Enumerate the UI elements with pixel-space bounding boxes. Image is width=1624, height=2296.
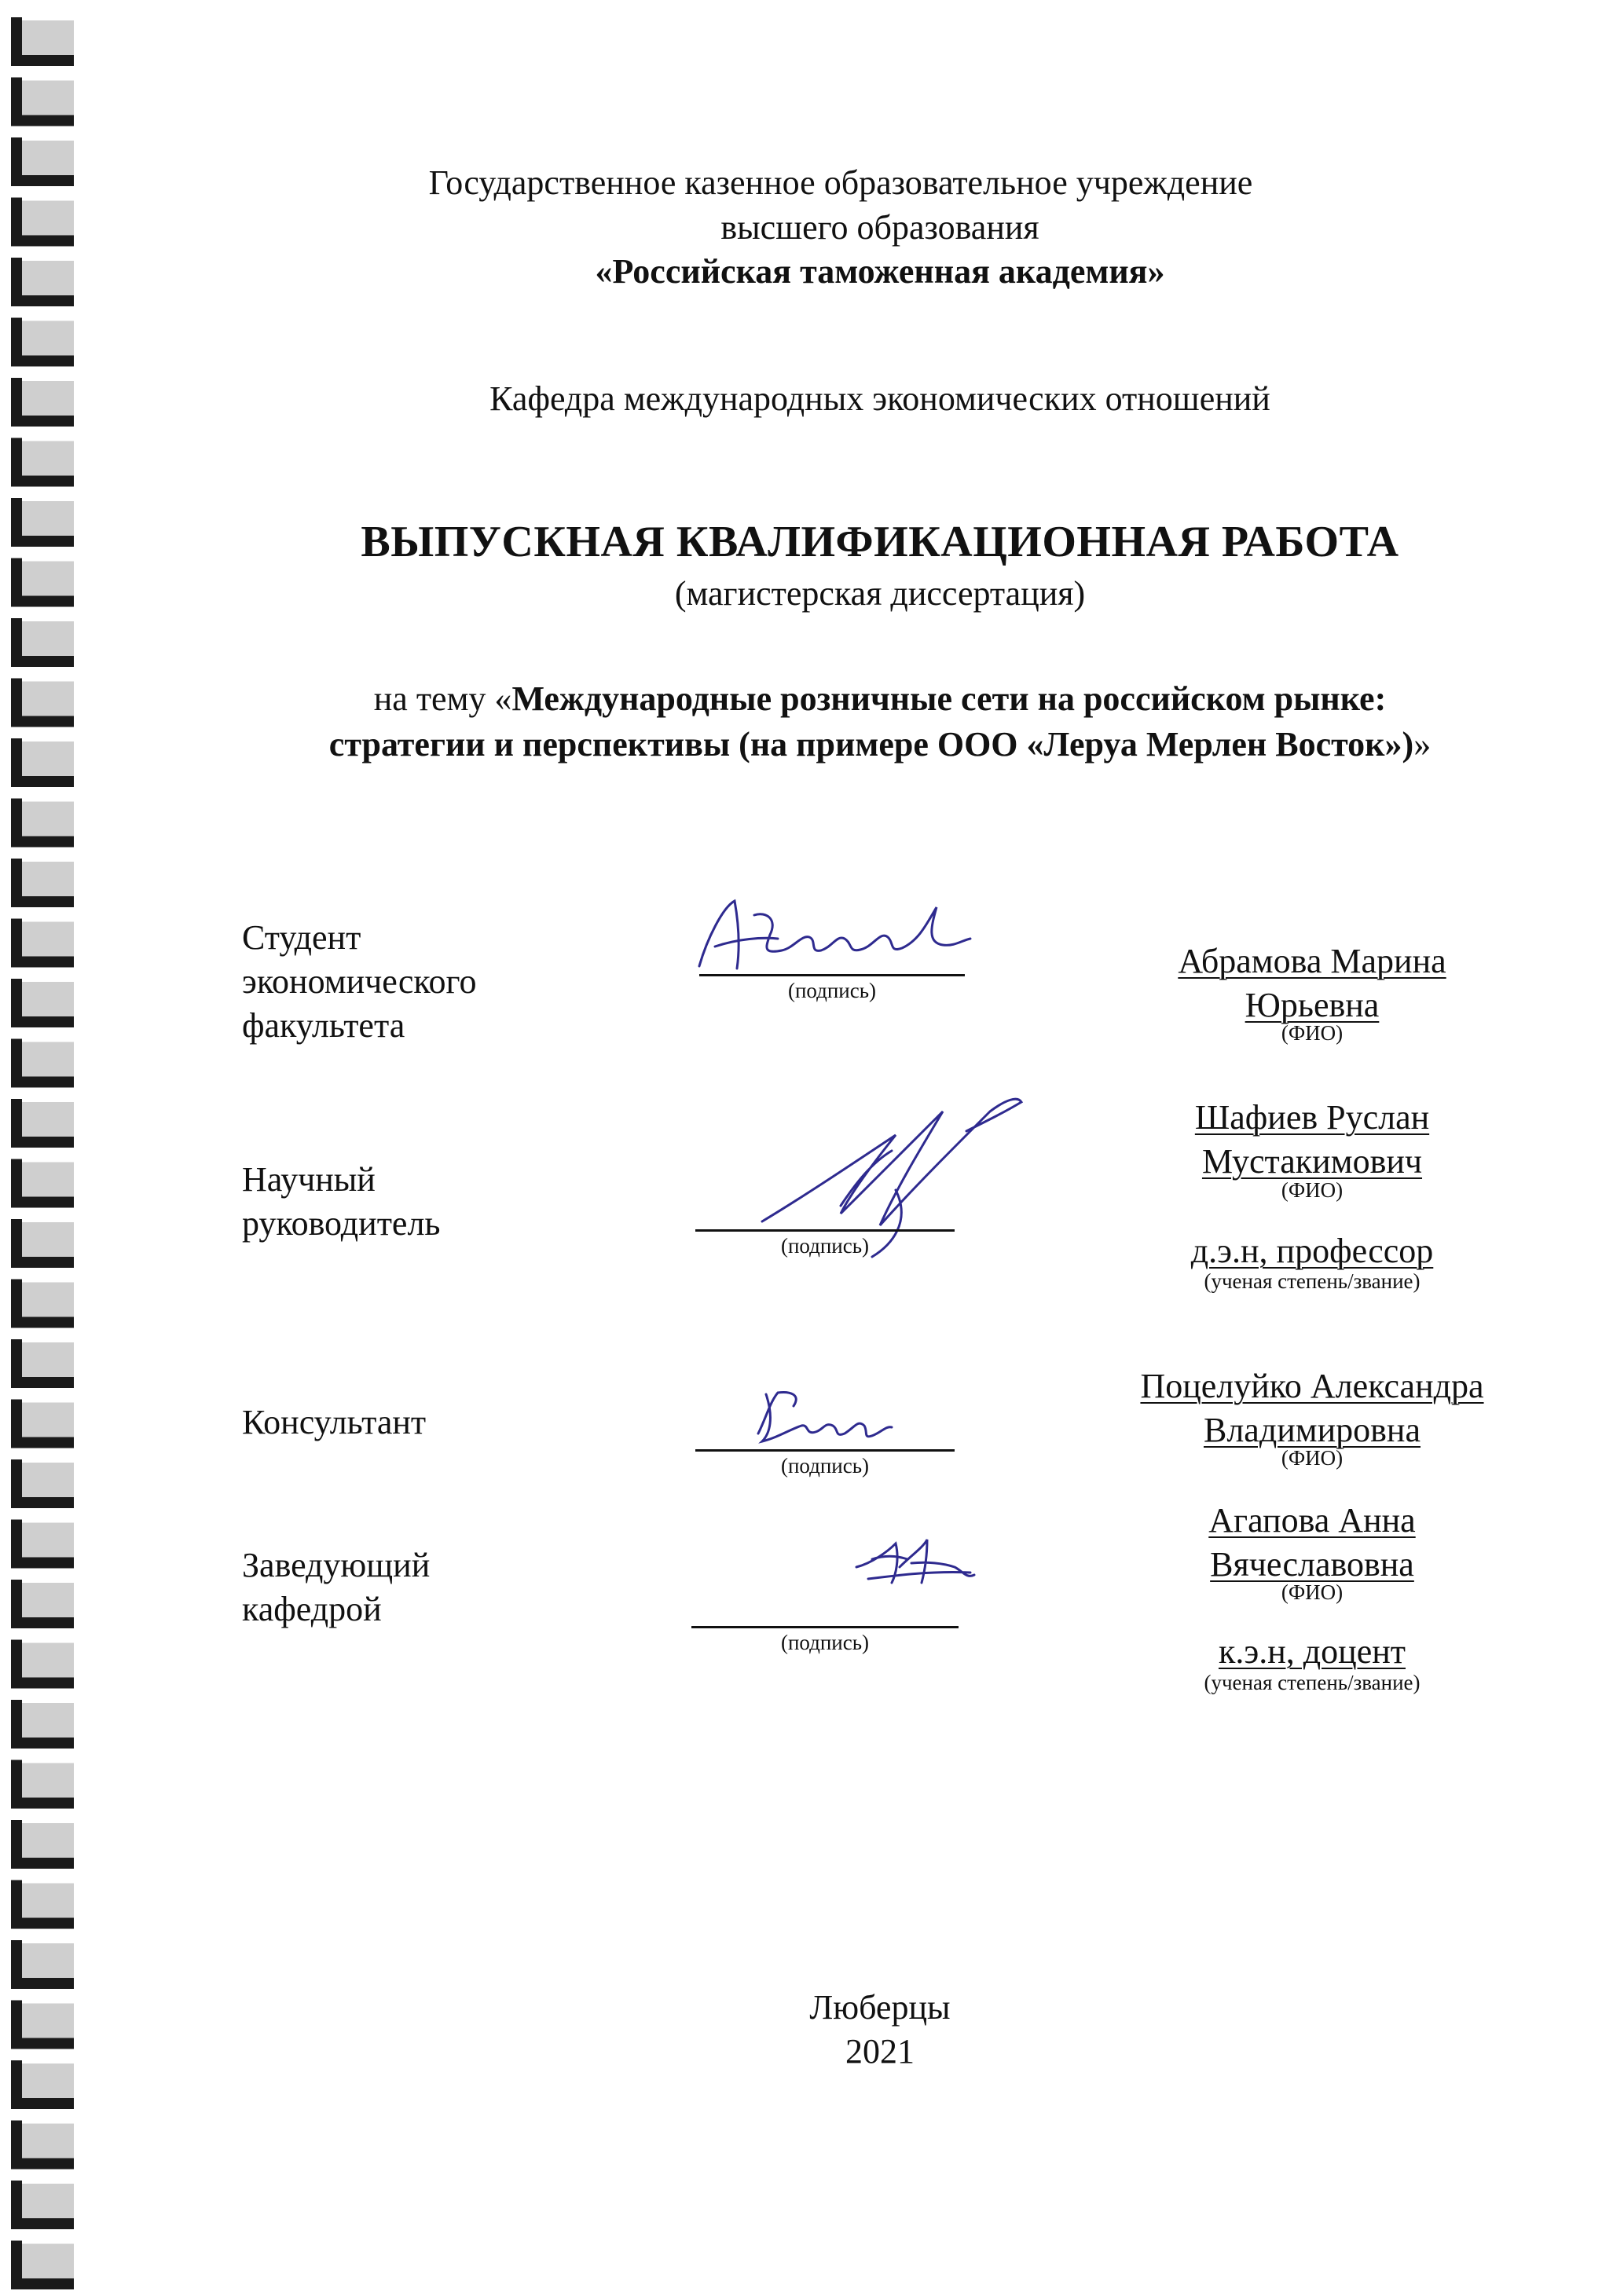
binding-ring bbox=[11, 799, 74, 848]
binding-ring bbox=[11, 1159, 74, 1208]
name-line: Абрамова Марина bbox=[1178, 942, 1446, 980]
binding-ring bbox=[11, 1580, 74, 1628]
topic-line-1 bbox=[0, 677, 1624, 721]
head-degree: к.э.н, доцент bbox=[1218, 1632, 1406, 1671]
role-line: кафедрой bbox=[242, 1590, 382, 1628]
name-line: Вячеславовна bbox=[1210, 1545, 1414, 1584]
spiral-binding bbox=[0, 0, 94, 2296]
binding-ring bbox=[11, 1459, 74, 1508]
name-line: Владимировна bbox=[1203, 1411, 1421, 1449]
student-signature-line bbox=[699, 974, 965, 976]
binding-ring bbox=[11, 1219, 74, 1268]
consultant-role bbox=[242, 1401, 426, 1445]
role-line: экономического bbox=[242, 962, 477, 1001]
binding-ring bbox=[11, 1760, 74, 1809]
topic-text-2: стратегии и перспективы (на примере ООО «Леруа Мерлен Восток») bbox=[328, 725, 1414, 764]
consultant-signature-caption: (подпись) bbox=[780, 1454, 870, 1478]
binding-ring bbox=[11, 1099, 74, 1148]
page-title: ВЫПУСКНАЯ КВАЛИФИКАЦИОННАЯ РАБОТА bbox=[361, 518, 1399, 566]
head-role bbox=[242, 1543, 430, 1631]
student-signature bbox=[691, 892, 974, 978]
footer-city: Люберцы bbox=[809, 1988, 951, 2027]
binding-ring bbox=[11, 2121, 74, 2170]
head-signature bbox=[852, 1532, 978, 1595]
binding-ring bbox=[11, 618, 74, 667]
topic-line-2 bbox=[0, 723, 1624, 767]
binding-ring bbox=[11, 1640, 74, 1689]
student-name bbox=[1127, 939, 1497, 1027]
role-line: Научный bbox=[242, 1160, 376, 1199]
binding-ring bbox=[11, 1339, 74, 1388]
consultant-signature bbox=[746, 1386, 904, 1449]
name-line: Поцелуйко Александра bbox=[1140, 1367, 1484, 1405]
binding-ring bbox=[11, 859, 74, 907]
head-signature-line bbox=[691, 1626, 959, 1628]
binding-ring bbox=[11, 979, 74, 1027]
binding-ring bbox=[11, 1820, 74, 1869]
binding-ring bbox=[11, 17, 74, 66]
supervisor-name bbox=[1127, 1096, 1497, 1184]
student-signature-caption: (подпись) bbox=[787, 979, 877, 1002]
name-line: Юрьевна bbox=[1245, 986, 1380, 1024]
role-line: факультета bbox=[242, 1006, 405, 1045]
consultant-name bbox=[1100, 1364, 1524, 1452]
topic-prefix: на тему « bbox=[373, 679, 512, 718]
name-line: Агапова Анна bbox=[1208, 1501, 1416, 1540]
institution-name: «Российская таможенная академия» bbox=[595, 252, 1165, 291]
supervisor-signature-line bbox=[695, 1229, 955, 1232]
binding-ring bbox=[11, 1280, 74, 1328]
binding-ring bbox=[11, 318, 74, 367]
binding-ring bbox=[11, 78, 74, 126]
binding-ring bbox=[11, 2241, 74, 2290]
head-degree-caption: (ученая степень/звание) bbox=[1204, 1671, 1421, 1694]
page-subtitle: (магистерская диссертация) bbox=[674, 574, 1086, 613]
binding-ring bbox=[11, 1880, 74, 1929]
supervisor-degree: д.э.н, профессор bbox=[1190, 1232, 1434, 1270]
binding-ring bbox=[11, 1400, 74, 1448]
binding-ring bbox=[11, 1039, 74, 1088]
role-line: Заведующий bbox=[242, 1546, 431, 1584]
name-line: Мустакимович bbox=[1201, 1142, 1423, 1181]
department: Кафедра международных экономических отношений bbox=[489, 379, 1270, 418]
binding-ring bbox=[11, 919, 74, 968]
binding-ring bbox=[11, 1520, 74, 1569]
footer-year: 2021 bbox=[845, 2032, 915, 2071]
supervisor-signature-caption: (подпись) bbox=[780, 1234, 870, 1258]
supervisor-degree-caption: (ученая степень/звание) bbox=[1204, 1269, 1421, 1293]
head-name bbox=[1127, 1499, 1497, 1587]
binding-ring bbox=[11, 2181, 74, 2229]
role-line: Студент bbox=[242, 918, 361, 957]
consultant-signature-line bbox=[695, 1449, 955, 1452]
head-signature-caption: (подпись) bbox=[780, 1631, 870, 1654]
head-name-caption: (ФИО) bbox=[1281, 1580, 1344, 1604]
student-role bbox=[242, 916, 477, 1048]
binding-ring bbox=[11, 438, 74, 487]
topic-text-1: Международные розничные сети на российском рынке: bbox=[511, 679, 1387, 718]
consultant-name-caption: (ФИО) bbox=[1281, 1446, 1344, 1470]
student-name-caption: (ФИО) bbox=[1281, 1021, 1344, 1045]
name-line: Шафиев Руслан bbox=[1194, 1098, 1430, 1137]
supervisor-role bbox=[242, 1158, 440, 1246]
role-line: Консультант bbox=[242, 1403, 427, 1441]
binding-ring bbox=[11, 1700, 74, 1749]
institution-line-1: Государственное казенное образовательное учреждение bbox=[428, 163, 1253, 202]
binding-ring bbox=[11, 1940, 74, 1989]
topic-suffix: » bbox=[1413, 725, 1432, 764]
supervisor-name-caption: (ФИО) bbox=[1281, 1178, 1344, 1202]
role-line: руководитель bbox=[242, 1204, 441, 1243]
institution-line-2: высшего образования bbox=[720, 208, 1039, 247]
